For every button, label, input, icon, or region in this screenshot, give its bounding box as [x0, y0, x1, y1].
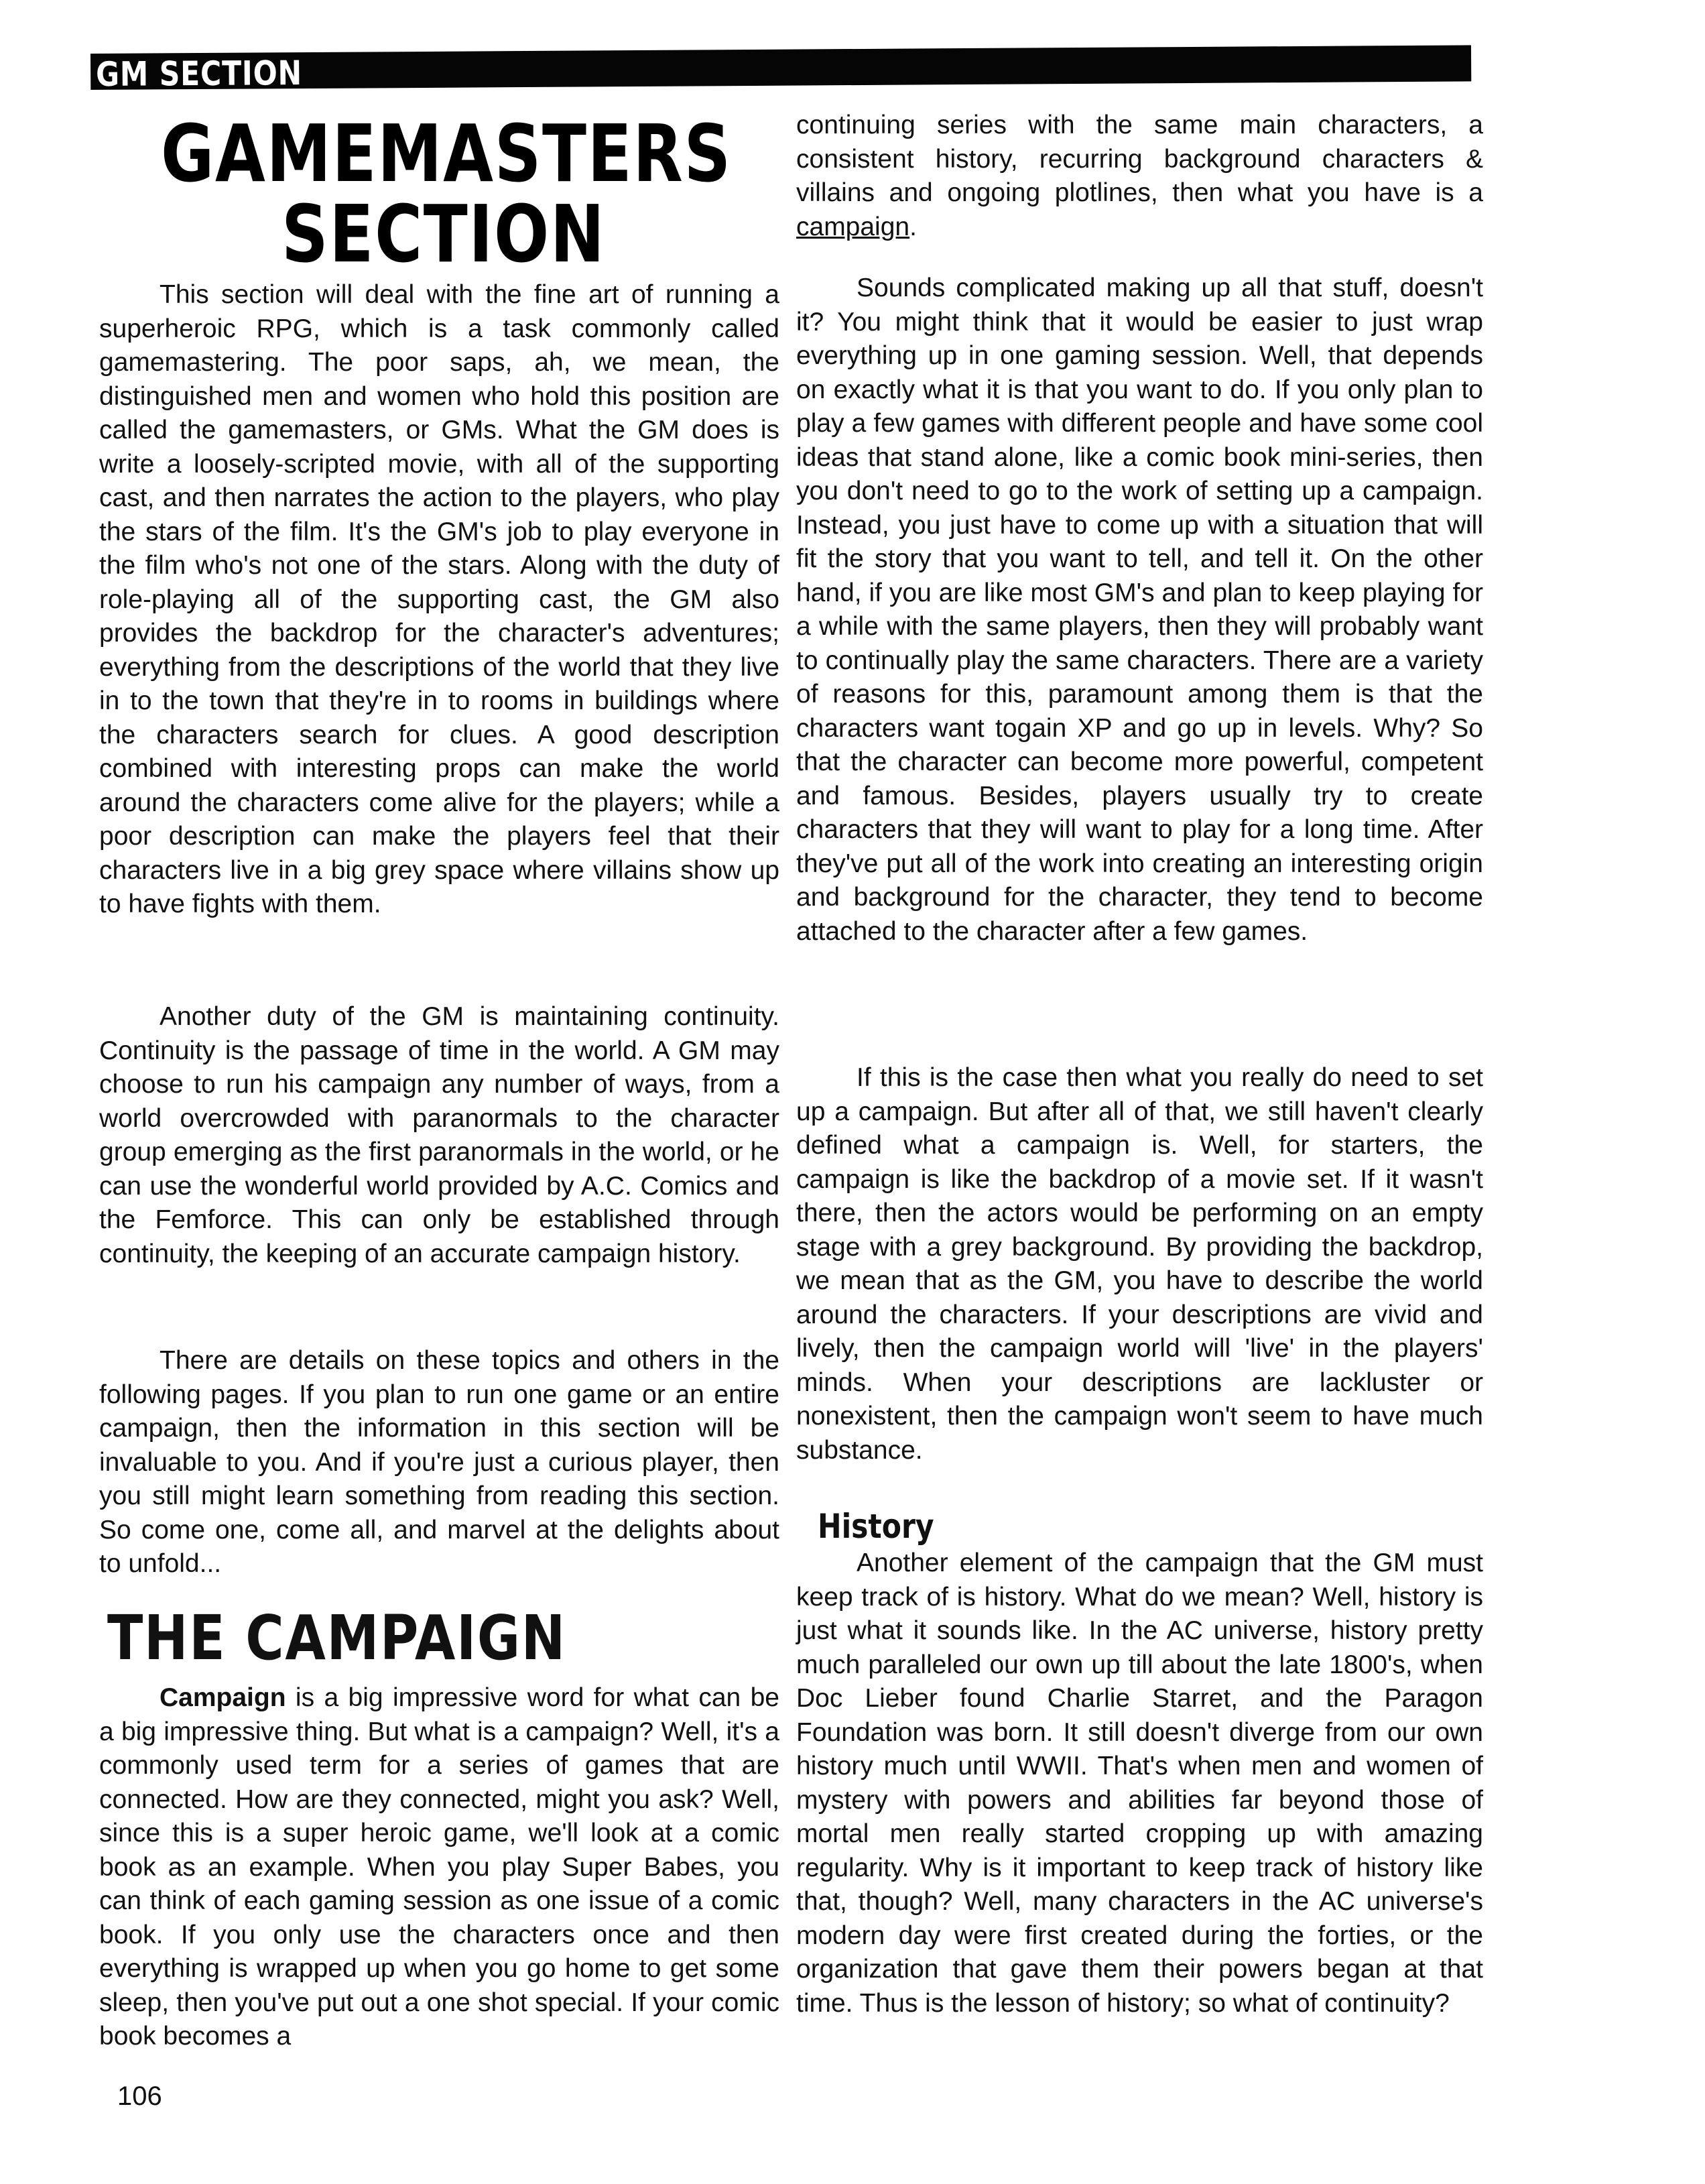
continued-end: . — [909, 212, 917, 241]
complicated-paragraph: Sounds complicated making up all that stuff, doesn't it? You might think that it would be easier to just wrap everything up in one gaming session. Well, that depends on exactly what it is that you want to do. If you only plan to play a few games with different people and have some cool ideas that stand alone, like a comic book mini-series, then you don't need to go to the work of setting up a campaign. Instead, you just have to come up with a situation that will fit the story that you want to tell, and tell it. On the other hand, if you are like most GM's and plan to keep playing for a while with the same players, then they will probably want to continually play the same characters. There are a variety of reasons for this, paramount among them is that the characters want togain XP and go up in levels. Why? So that the character can become more powerful, competent and famous. Besides, players usually try to create characters that they will want to play for a long time. After they've put all of the work into creating an interesting origin and background for the character, they tend to become attached to the character after a few games. — [796, 274, 1483, 946]
section-header-bar — [90, 45, 1471, 94]
continued-paragraph — [796, 109, 1483, 244]
campaign-text: is a big impressive word for what can be a big impressive thing. But what is a campaign? Well, it's a commonly used term for a series of games that are connected. How are they connected, might you ask? Well, since this is a super heroic game, we'll look at a comic book as an example. When you play Super Babes, you can think of each gaming session as one issue of a comic book. If you only use the characters once and then everything is wrapped up when you go home to get some sleep, then you've put out a one shot special. If your comic book becomes a — [99, 1683, 779, 2051]
intro-paragraph: This section will deal with the fine art of running a superheroic RPG, which is a task commonly called gamemastering. The poor saps, ah, we mean, the distinguished men and women who hold this position are called the gamemasters, or GMs. What the GM does is write a loosely-scripted movie, with all of the supporting cast, and then narrates the action to the players, who play the stars of the film. It's the GM's job to play everyone in the film who's not one of the stars. Along with the duty of role-playing all of the supporting cast, the GM also provides the backdrop for the character's adventures; everything from the descriptions of the world that they live in to the town that they're in to rooms in buildings where the characters search for clues. A good description combined with interesting props can make the world around the characters come alive for the players; while a poor description can make the players feel that their characters live in a big grey space where villains show up to have fights with them. — [99, 280, 779, 918]
page-title-line2: SECTION — [281, 188, 606, 280]
campaign-term: Campaign — [160, 1683, 286, 1712]
page-title-line1: GAMEMASTERS — [161, 107, 732, 200]
campaign-heading: THE CAMPAIGN — [107, 1602, 566, 1674]
backdrop-paragraph: If this is the case then what you really do need to set up a campaign. But after all of that, we still haven't clearly defined what a campaign is. Well, for starters, the campaign is like the backdrop of a movie set. If it wasn't there, then the actors would be performing on an empty stage with a grey background. By providing the backdrop, we mean that as the GM, you have to describe the world around the characters. If your descriptions are vivid and lively, then the campaign world will 'live' in the players' minds. When your descriptions are lackluster or nonexistent, then the campaign won't seem to have much substance. — [796, 1063, 1483, 1465]
continuity-paragraph: Another duty of the GM is maintaining continuity. Continuity is the passage of time in the world. A GM may choose to run his campaign any number of ways, from a world overcrowded with paranormals to the character group emerging as the first paranormals in the world, or he can use the wonderful world provided by A.C. Comics and the Femforce. This can only be established through continuity, the keeping of an accurate campaign history. — [99, 1002, 779, 1268]
history-paragraph: Another element of the campaign that the GM must keep track of is history. What do we mean? Well, history is just what it sounds like. In the AC universe, history pretty much paralleled our own up till about the late 1800's, when Doc Lieber found Charlie Starret, and the Paragon Foundation was born. It still doesn't diverge from our own history much until WWII. That's when men and women of mystery with powers and abilities far beyond those of mortal men really started cropping up with amazing regularity. Why is it important to keep track of history like that, though? Well, many characters in the AC universe's modern day were first created during the forties, or the organization that gave them their powers began at that time. Thus is the lesson of history; so what of continuity? — [796, 1549, 1483, 2018]
continued-text: continuing series with the same main characters, a consistent history, recurring background characters & villains and ongoing plotlines, then what you have is a — [796, 111, 1483, 207]
campaign-paragraph — [99, 1681, 779, 2054]
campaign-underlined: campaign — [796, 212, 910, 241]
page-number: 106 — [117, 2081, 162, 2111]
history-heading: History — [818, 1507, 934, 1546]
section-label: GM SECTION — [96, 54, 303, 94]
details-paragraph: There are details on these topics and others in the following pages. If you plan to run one game or an entire campaign, then the information in this section will be invaluable to you. And if you're just a curious player, then you still might learn something from reading this section. So come one, come all, and marvel at the delights about to unfold... — [99, 1346, 779, 1578]
